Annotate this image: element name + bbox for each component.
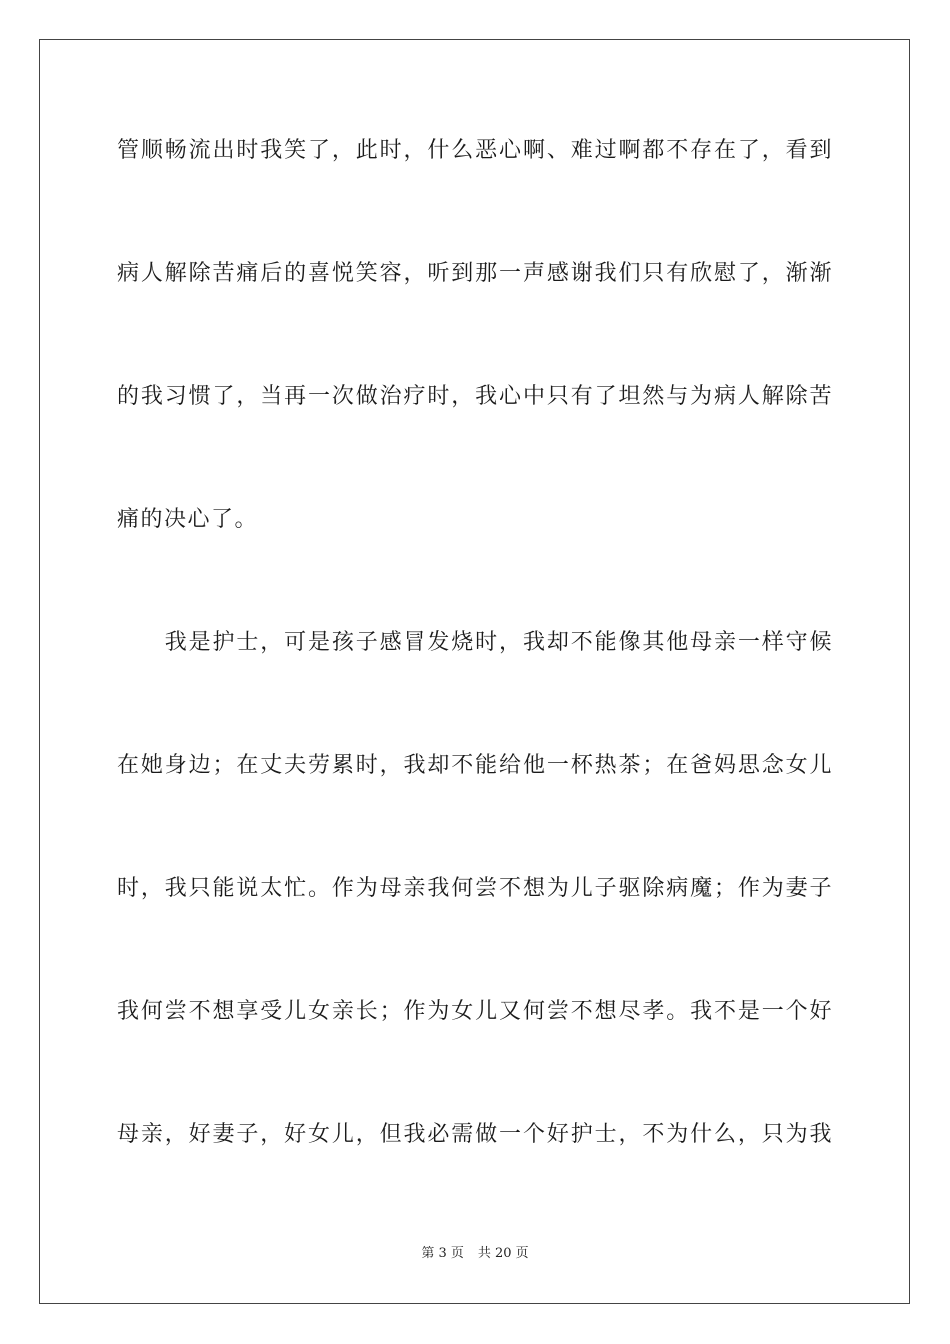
total-pages: 共 20 页 xyxy=(477,1246,529,1261)
text-line: 时，我只能说太忙。作为母亲我何尝不想为儿子驱除病魔；作为妻子 xyxy=(117,876,833,901)
text-line: 在她身边；在丈夫劳累时，我却不能给他一杯热茶；在爸妈思念女儿 xyxy=(117,753,833,778)
page-number: 第 3 页 xyxy=(421,1246,464,1261)
text-line: 管顺畅流出时我笑了，此时，什么恶心啊、难过啊都不存在了，看到 xyxy=(117,138,833,163)
page-footer xyxy=(0,1246,950,1262)
text-line: 我何尝不想享受儿女亲长；作为女儿又何尝不想尽孝。我不是一个好 xyxy=(117,999,833,1024)
text-line: 病人解除苦痛后的喜悦笑容，听到那一声感谢我们只有欣慰了，渐渐 xyxy=(117,261,833,286)
page-border xyxy=(39,39,910,1304)
text-line: 的我习惯了，当再一次做治疗时，我心中只有了坦然与为病人解除苦 xyxy=(117,384,833,409)
text-line: 我是护士，可是孩子感冒发烧时，我却不能像其他母亲一样守候 xyxy=(117,630,833,655)
text-line: 母亲，好妻子，好女儿，但我必需做一个好护士，不为什么，只为我 xyxy=(117,1122,833,1147)
text-line: 痛的决心了。 xyxy=(117,507,259,532)
